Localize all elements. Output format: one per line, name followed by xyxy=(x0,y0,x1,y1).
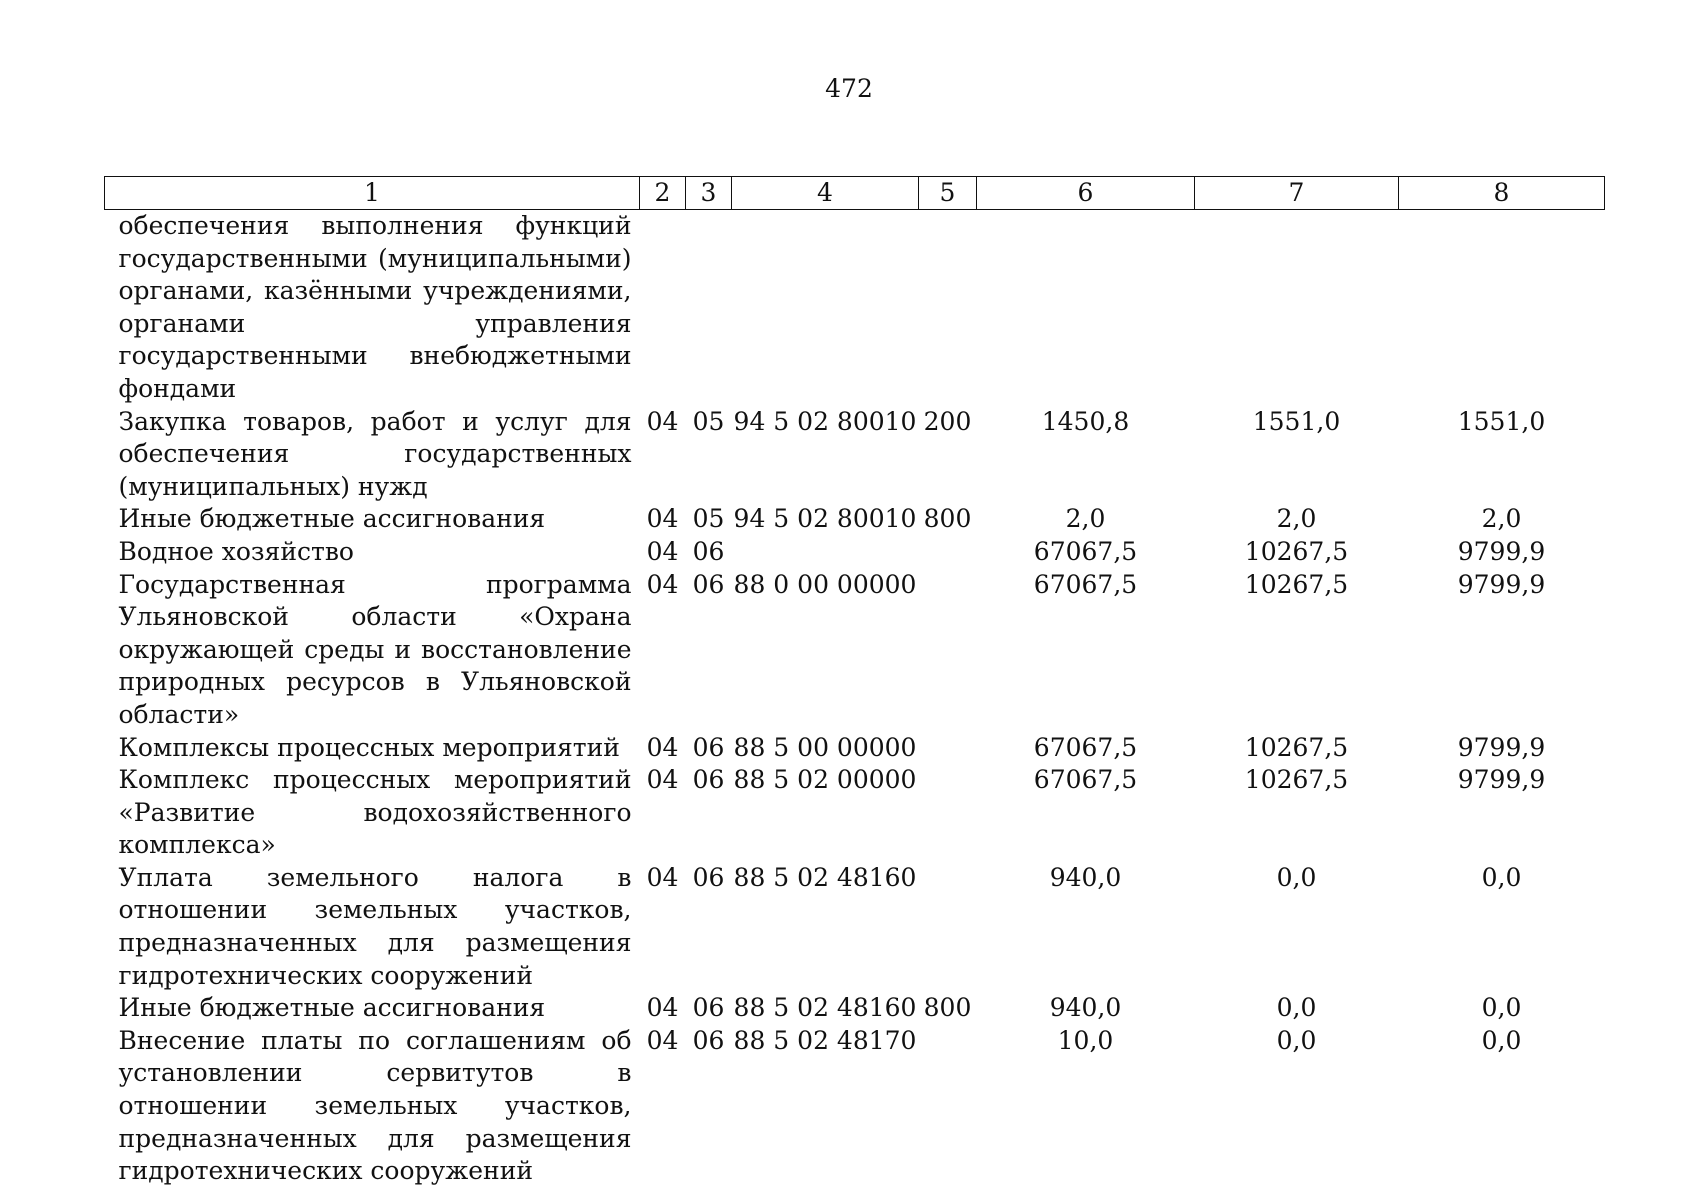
row-expense-type xyxy=(919,1025,977,1188)
row-subsection-code: 06 xyxy=(692,1025,725,1055)
row-value-col6: 940,0 xyxy=(1049,993,1122,1023)
row-section-code: 04 xyxy=(646,406,679,436)
row-subsection-code: 05 xyxy=(692,504,725,534)
row-section-code xyxy=(640,210,686,406)
row-target-article: 94 5 02 80010 xyxy=(733,504,917,534)
row-target-article xyxy=(732,536,919,569)
row-value-col8: 9799,9 xyxy=(1457,536,1546,566)
row-value-col7: 10267,5 xyxy=(1244,732,1349,762)
table-row xyxy=(105,569,1605,732)
row-name: Иные бюджетные ассигнования xyxy=(118,993,546,1023)
row-name: Иные бюджетные ассигнования xyxy=(118,504,546,534)
row-value-col6: 67067,5 xyxy=(1033,765,1138,795)
table-row xyxy=(105,992,1605,1025)
table-row xyxy=(105,210,1605,406)
row-value-col7 xyxy=(1195,210,1399,406)
row-value-col6: 67067,5 xyxy=(1033,569,1138,599)
row-value-col7: 10267,5 xyxy=(1244,569,1349,599)
row-expense-type xyxy=(919,210,977,406)
row-value-col8: 1551,0 xyxy=(1457,406,1546,436)
row-expense-type xyxy=(919,862,977,992)
row-subsection-code: 06 xyxy=(692,569,725,599)
row-name: Закупка товаров, работ и услуг для обеспечения государственных (муниципальных) нужд xyxy=(118,406,632,501)
row-subsection-code: 06 xyxy=(692,765,725,795)
row-section-code: 04 xyxy=(646,993,679,1023)
row-value-col8 xyxy=(1399,210,1605,406)
row-section-code: 04 xyxy=(646,732,679,762)
row-value-col7: 0,0 xyxy=(1276,862,1317,892)
row-subsection-code: 06 xyxy=(692,993,725,1023)
row-value-col7: 2,0 xyxy=(1276,504,1317,534)
row-subsection-code: 06 xyxy=(692,732,725,762)
header-col-6: 6 xyxy=(977,177,1195,210)
row-target-article xyxy=(732,210,919,406)
table-row xyxy=(105,503,1605,536)
row-name: Внесение платы по соглашениям об установлении сервитутов в отношении земельных участков, предназначенных для размещения гидротехнических сооружений xyxy=(118,1025,632,1186)
header-row xyxy=(105,177,1605,210)
row-section-code: 04 xyxy=(646,504,679,534)
row-value-col7: 1551,0 xyxy=(1252,406,1341,436)
row-value-col8: 0,0 xyxy=(1481,862,1522,892)
row-value-col8: 9799,9 xyxy=(1457,765,1546,795)
header-col-8: 8 xyxy=(1399,177,1605,210)
page-number: 472 xyxy=(825,74,873,103)
row-target-article: 88 5 02 48160 xyxy=(733,993,917,1023)
table-row xyxy=(105,862,1605,992)
row-section-code: 04 xyxy=(646,862,679,892)
row-section-code: 04 xyxy=(646,536,679,566)
row-name: Комплексы процессных мероприятий xyxy=(118,732,620,762)
row-value-col8: 0,0 xyxy=(1481,1025,1522,1055)
header-col-5: 5 xyxy=(919,177,977,210)
row-section-code: 04 xyxy=(646,1025,679,1055)
table-row xyxy=(105,406,1605,504)
row-expense-type xyxy=(919,536,977,569)
row-value-col7: 0,0 xyxy=(1276,993,1317,1023)
row-expense-type: 800 xyxy=(923,504,972,534)
header-col-7: 7 xyxy=(1195,177,1399,210)
table-row xyxy=(105,764,1605,862)
row-expense-type xyxy=(919,569,977,732)
row-target-article: 88 5 00 00000 xyxy=(733,732,917,762)
row-value-col6: 940,0 xyxy=(1049,862,1122,892)
row-value-col7: 0,0 xyxy=(1276,1025,1317,1055)
row-value-col6: 2,0 xyxy=(1065,504,1106,534)
row-value-col6: 67067,5 xyxy=(1033,536,1138,566)
row-name: Комплекс процессных мероприятий «Развитие водохозяйственного комплекса» xyxy=(118,765,632,860)
header-col-4: 4 xyxy=(732,177,919,210)
row-expense-type xyxy=(919,732,977,765)
row-value-col7: 10267,5 xyxy=(1244,536,1349,566)
row-subsection-code xyxy=(686,210,732,406)
header-col-1: 1 xyxy=(105,177,640,210)
row-name: обеспечения выполнения функций государственными (муниципальными) органами, казёнными учреждениями, органами управления государственными внебюджетными фондами xyxy=(118,211,632,403)
header-col-2: 2 xyxy=(640,177,686,210)
row-value-col7: 10267,5 xyxy=(1244,765,1349,795)
row-expense-type: 200 xyxy=(923,406,972,436)
row-target-article: 88 5 02 48170 xyxy=(733,1025,917,1055)
row-target-article: 88 5 02 48160 xyxy=(733,862,917,892)
row-target-article: 88 5 02 00000 xyxy=(733,765,917,795)
row-value-col8: 9799,9 xyxy=(1457,732,1546,762)
budget-table xyxy=(104,176,1605,1188)
row-value-col8: 0,0 xyxy=(1481,993,1522,1023)
row-name: Уплата земельного налога в отношении земельных участков, предназначенных для размещения гидротехнических сооружений xyxy=(118,862,632,990)
table-row xyxy=(105,1025,1605,1188)
table-row xyxy=(105,732,1605,765)
row-name: Водное хозяйство xyxy=(118,536,354,566)
row-subsection-code: 06 xyxy=(692,862,725,892)
row-subsection-code: 05 xyxy=(692,406,725,436)
row-expense-type: 800 xyxy=(923,993,972,1023)
table-row xyxy=(105,536,1605,569)
table-body xyxy=(105,210,1605,1188)
row-value-col6: 67067,5 xyxy=(1033,732,1138,762)
row-value-col8: 9799,9 xyxy=(1457,569,1546,599)
row-target-article: 94 5 02 80010 xyxy=(733,406,917,436)
row-value-col6: 10,0 xyxy=(1057,1025,1114,1055)
row-section-code: 04 xyxy=(646,569,679,599)
row-name: Государственная программа Ульяновской области «Охрана окружающей среды и восстановление природных ресурсов в Ульяновской области» xyxy=(118,569,632,729)
row-value-col6: 1450,8 xyxy=(1041,406,1130,436)
row-expense-type xyxy=(919,764,977,862)
row-target-article: 88 0 00 00000 xyxy=(733,569,917,599)
header-col-3: 3 xyxy=(686,177,732,210)
row-subsection-code: 06 xyxy=(692,536,725,566)
row-section-code: 04 xyxy=(646,765,679,795)
row-value-col6 xyxy=(977,210,1195,406)
row-value-col8: 2,0 xyxy=(1481,504,1522,534)
